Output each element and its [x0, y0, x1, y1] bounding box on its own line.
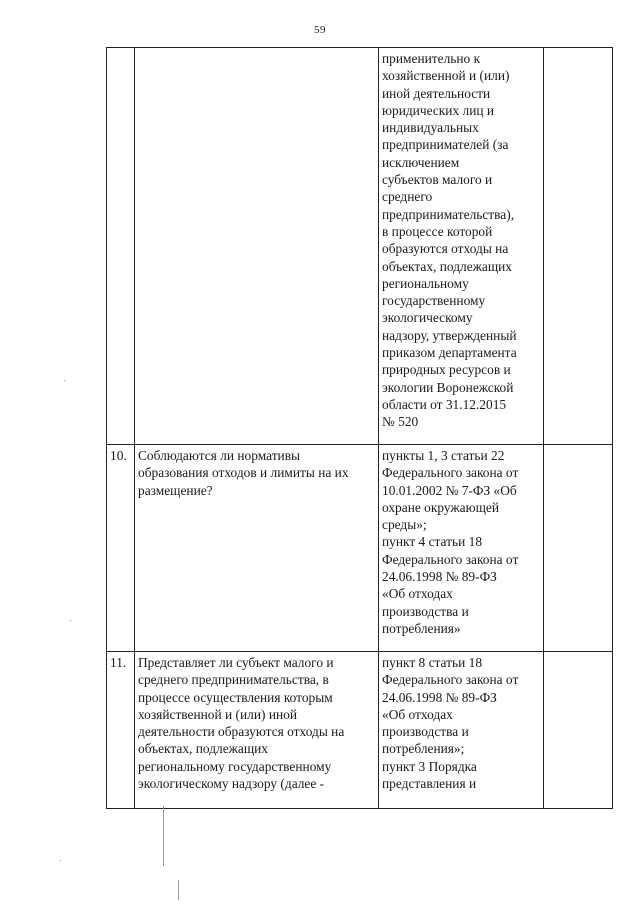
scan-artifact-dot — [60, 860, 61, 861]
note-cell — [544, 445, 613, 652]
page-number: 59 — [314, 24, 326, 36]
scan-artifact-line — [178, 880, 179, 900]
row-number-cell: 11. — [107, 652, 135, 809]
row-number-cell: 10. — [107, 445, 135, 652]
question-cell — [135, 48, 379, 445]
row-number-cell — [107, 48, 135, 445]
note-cell — [544, 652, 613, 809]
table-row — [107, 48, 613, 445]
legal-reference-cell: применительно к хозяйственной и (или) иной деятельности юридических лиц и индивидуальных предпринимателей (за исключением субъектов малого и среднего предпринимательства), в процессе которой образуются отходы на объектах, подлежащих региональному государственному экологическому надзору, утвержденный приказом департамента природных ресурсов и экологии Воронежской области от 31.12.2015 № 520 — [379, 48, 544, 445]
table-row — [107, 652, 613, 809]
legal-reference-cell: пункт 8 статьи 18 Федерального закона от 24.06.1998 № 89-ФЗ «Об отходах производства и потребления»; пункт 3 Порядка представления и — [379, 652, 544, 809]
question-cell: Соблюдаются ли нормативы образования отходов и лимиты на их размещение? — [135, 445, 379, 652]
question-cell: Представляет ли субъект малого и среднего предпринимательства, в процессе осуществления которым хозяйственной и (или) иной деятельности образуются отходы на объектах, подлежащих региональному государственному экологическому надзору (далее - — [135, 652, 379, 809]
scan-artifact-dot — [64, 380, 65, 381]
checklist-table — [106, 47, 613, 809]
note-cell — [544, 48, 613, 445]
table-row — [107, 445, 613, 652]
scan-artifact-line — [163, 806, 164, 866]
legal-reference-cell: пункты 1, 3 статьи 22 Федерального закона от 10.01.2002 № 7-ФЗ «Об охране окружающей среды»; пункт 4 статьи 18 Федерального закона от 24.06.1998 № 89-ФЗ «Об отходах производства и потребления» — [379, 445, 544, 652]
scan-artifact-dot — [70, 620, 71, 621]
